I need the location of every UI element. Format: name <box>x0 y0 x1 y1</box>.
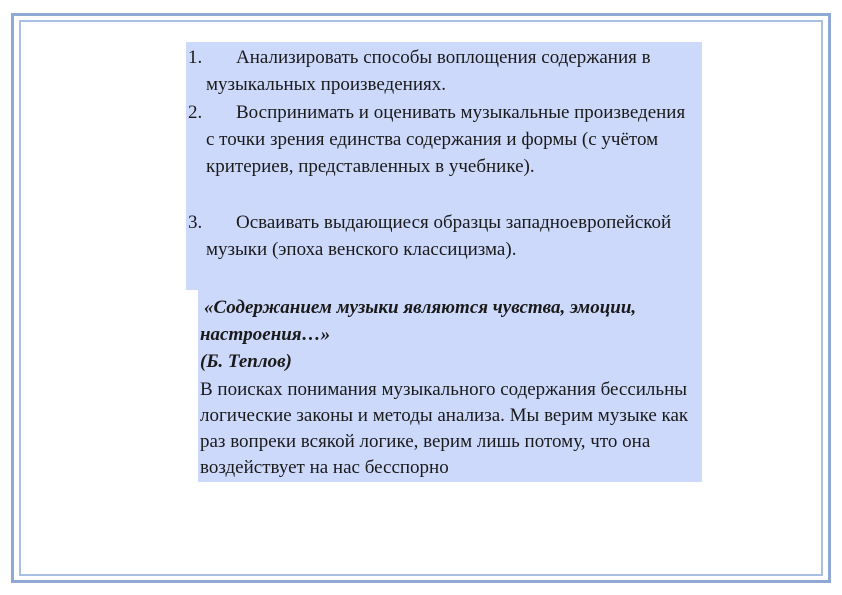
objectives-list-block <box>186 42 702 290</box>
quote-block <box>198 290 702 482</box>
list-item-number: 2. <box>188 102 203 123</box>
list-item-text: Осваивать выдающиеся образцы западноевропейской музыки (эпоха венского классицизма). <box>206 212 672 260</box>
body-paragraph: В поисках понимания музыкального содержания бессильны логические законы и методы анализа. Мы верим музыке как раз вопреки всякой логике, верим лишь потому, что она воздействует на нас бесспорно <box>200 379 689 478</box>
list-item-number: 1. <box>188 47 203 68</box>
list-item <box>186 44 702 98</box>
quote-text: «Содержанием музыки являются чувства, эмоции, настроения…» <box>200 297 637 345</box>
list-item-text: Воспринимать и оценивать музыкальные произведения с точки зрения единства содержания и формы (с учётом критериев, представленных в учебнике). <box>206 102 686 177</box>
list-item <box>186 99 702 180</box>
list-item-text: Анализировать способы воплощения содержания в музыкальных произведениях. <box>206 47 651 95</box>
list-item-number: 3. <box>188 212 203 233</box>
quote-author: (Б. Теплов) <box>200 351 292 372</box>
list-item <box>186 209 702 263</box>
